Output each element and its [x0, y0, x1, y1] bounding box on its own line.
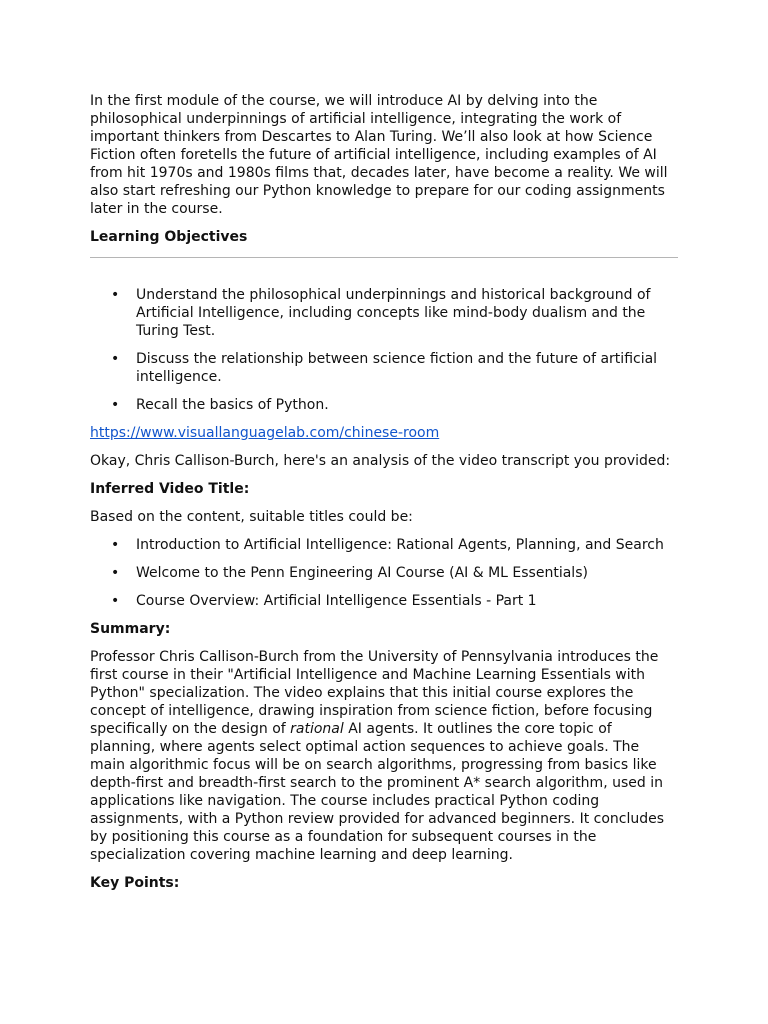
- horizontal-divider: [90, 257, 678, 258]
- list-item: • Understand the philosophical underpinnings and historical background of Artificial Intelligence, including concepts like mind-body dualism and the Turing Test.: [136, 286, 678, 340]
- list-item: • Course Overview: Artificial Intelligence Essentials - Part 1: [136, 592, 678, 610]
- inferred-title-heading: Inferred Video Title:: [90, 481, 250, 497]
- summary-heading: Summary:: [90, 621, 171, 637]
- list-item: • Welcome to the Penn Engineering AI Course (AI & ML Essentials): [136, 564, 678, 582]
- list-item: • Introduction to Artificial Intelligence: Rational Agents, Planning, and Search: [136, 536, 678, 554]
- learning-objectives-list: [90, 286, 678, 414]
- summary-text-after: AI agents. It outlines the core topic of planning, where agents select optimal action sequences to achieve goals. The main algorithmic focus will be on search algorithms, progressing from basics like depth-first and breadth-first search to the prominent A* search algorithm, used in applications like navigation. The course includes practical Python coding assignments, with a Python review provided for advanced beginners. It concludes by positioning this course as a foundation for subsequent courses in the specialization covering machine learning and deep learning.: [90, 721, 665, 863]
- learning-objectives-heading: Learning Objectives: [90, 229, 248, 245]
- analysis-intro: Okay, Chris Callison-Burch, here's an analysis of the video transcript you provided:: [90, 453, 671, 469]
- inferred-title-lead: Based on the content, suitable titles could be:: [90, 509, 413, 525]
- inferred-titles-list: [90, 536, 678, 610]
- list-item: • Recall the basics of Python.: [136, 396, 678, 414]
- key-points-heading: Key Points:: [90, 875, 180, 891]
- chinese-room-link[interactable]: https://www.visuallanguagelab.com/chinese-room: [90, 425, 440, 441]
- intro-paragraph: In the first module of the course, we will introduce AI by delving into the philosophical underpinnings of artificial intelligence, integrating the work of important thinkers from Descartes to Alan Turing. We’ll also look at how Science Fiction often foretells the future of artificial intelligence, including examples of AI from hit 1970s and 1980s films that, decades later, have become a reality. We will also start refreshing our Python knowledge to prepare for our coding assignments later in the course.: [90, 93, 668, 217]
- summary-paragraph: [90, 648, 678, 864]
- summary-text-before: Professor Chris Callison-Burch from the University of Pennsylvania introduces the first course in their "Artificial Intelligence and Machine Learning Essentials with Python" specialization. The video explains that this initial course explores the concept of intelligence, drawing inspiration from science fiction, before focusing specifically on the design of: [90, 649, 659, 737]
- summary-text-emphasis: rational: [290, 721, 344, 737]
- list-item: • Discuss the relationship between science fiction and the future of artificial intelligence.: [136, 350, 678, 386]
